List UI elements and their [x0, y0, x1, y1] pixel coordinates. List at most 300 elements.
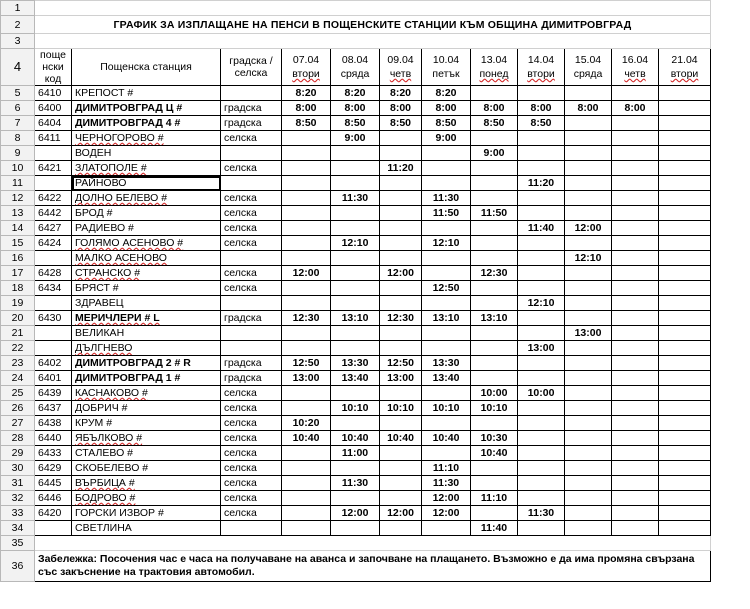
time-cell[interactable]: 13:00 [518, 341, 565, 356]
time-cell[interactable]: 11:10 [471, 491, 518, 506]
time-cell[interactable] [659, 506, 711, 521]
time-cell[interactable] [422, 296, 471, 311]
time-cell[interactable] [565, 311, 612, 326]
time-cell[interactable] [612, 416, 659, 431]
row-number[interactable]: 8 [1, 131, 35, 146]
type-cell[interactable] [221, 521, 282, 536]
time-cell[interactable]: 11:00 [331, 446, 380, 461]
postal-code-cell[interactable] [35, 251, 72, 266]
time-cell[interactable] [380, 416, 422, 431]
type-cell[interactable]: градска [221, 116, 282, 131]
time-cell[interactable] [612, 461, 659, 476]
postal-code-cell[interactable]: 6422 [35, 191, 72, 206]
time-cell[interactable] [282, 161, 331, 176]
time-cell[interactable] [331, 266, 380, 281]
time-cell[interactable]: 13:10 [471, 311, 518, 326]
time-cell[interactable] [380, 251, 422, 266]
time-cell[interactable] [422, 521, 471, 536]
time-cell[interactable] [659, 101, 711, 116]
type-cell[interactable]: градска [221, 101, 282, 116]
row-number[interactable]: 29 [1, 446, 35, 461]
time-cell[interactable] [331, 206, 380, 221]
postal-code-cell[interactable]: 6410 [35, 86, 72, 101]
time-cell[interactable]: 10:10 [380, 401, 422, 416]
time-cell[interactable] [659, 251, 711, 266]
time-cell[interactable] [659, 236, 711, 251]
type-cell[interactable]: селска [221, 221, 282, 236]
time-cell[interactable] [380, 491, 422, 506]
postal-code-cell[interactable] [35, 296, 72, 311]
type-cell[interactable]: селска [221, 476, 282, 491]
station-cell[interactable] [72, 101, 221, 116]
time-cell[interactable] [612, 146, 659, 161]
time-cell[interactable]: 8:20 [331, 86, 380, 101]
station-cell[interactable] [72, 311, 221, 326]
row-number[interactable]: 21 [1, 326, 35, 341]
time-cell[interactable] [565, 521, 612, 536]
time-cell[interactable] [282, 386, 331, 401]
postal-code-cell[interactable]: 6438 [35, 416, 72, 431]
type-cell[interactable]: селска [221, 161, 282, 176]
time-cell[interactable] [282, 401, 331, 416]
time-cell[interactable]: 11:40 [518, 221, 565, 236]
type-cell[interactable]: селска [221, 401, 282, 416]
time-cell[interactable] [565, 356, 612, 371]
time-cell[interactable]: 10:40 [331, 431, 380, 446]
time-cell[interactable] [380, 281, 422, 296]
time-cell[interactable] [518, 416, 565, 431]
time-cell[interactable]: 12:10 [422, 236, 471, 251]
time-cell[interactable] [471, 416, 518, 431]
station-cell[interactable] [72, 446, 221, 461]
station-cell[interactable] [72, 236, 221, 251]
time-cell[interactable] [282, 146, 331, 161]
postal-code-cell[interactable]: 6445 [35, 476, 72, 491]
time-cell[interactable] [331, 341, 380, 356]
postal-code-cell[interactable]: 6428 [35, 266, 72, 281]
header-type[interactable] [221, 49, 282, 86]
time-cell[interactable] [331, 176, 380, 191]
time-cell[interactable] [659, 311, 711, 326]
time-cell[interactable] [659, 431, 711, 446]
time-cell[interactable] [612, 116, 659, 131]
station-cell[interactable] [72, 176, 221, 191]
time-cell[interactable]: 12:10 [565, 251, 612, 266]
time-cell[interactable]: 11:30 [422, 476, 471, 491]
time-cell[interactable] [282, 326, 331, 341]
station-cell[interactable] [72, 191, 221, 206]
time-cell[interactable]: 13:00 [380, 371, 422, 386]
station-cell[interactable] [72, 221, 221, 236]
type-cell[interactable] [221, 341, 282, 356]
station-cell[interactable] [72, 296, 221, 311]
time-cell[interactable]: 12:00 [422, 506, 471, 521]
time-cell[interactable] [471, 251, 518, 266]
time-cell[interactable] [422, 146, 471, 161]
time-cell[interactable] [422, 176, 471, 191]
time-cell[interactable]: 12:00 [282, 266, 331, 281]
time-cell[interactable] [282, 176, 331, 191]
postal-code-cell[interactable]: 6440 [35, 431, 72, 446]
time-cell[interactable]: 12:30 [380, 311, 422, 326]
station-cell[interactable] [72, 491, 221, 506]
time-cell[interactable] [612, 266, 659, 281]
time-cell[interactable] [380, 221, 422, 236]
time-cell[interactable]: 10:10 [471, 401, 518, 416]
station-cell[interactable] [72, 371, 221, 386]
time-cell[interactable] [612, 176, 659, 191]
time-cell[interactable] [471, 356, 518, 371]
type-cell[interactable]: селска [221, 446, 282, 461]
row-number[interactable]: 11 [1, 176, 35, 191]
time-cell[interactable]: 8:00 [380, 101, 422, 116]
time-cell[interactable] [612, 341, 659, 356]
type-cell[interactable] [221, 86, 282, 101]
type-cell[interactable] [221, 251, 282, 266]
time-cell[interactable]: 12:00 [565, 221, 612, 236]
time-cell[interactable] [565, 446, 612, 461]
time-cell[interactable]: 11:50 [422, 206, 471, 221]
time-cell[interactable] [422, 251, 471, 266]
time-cell[interactable] [380, 446, 422, 461]
time-cell[interactable] [518, 131, 565, 146]
postal-code-cell[interactable]: 6411 [35, 131, 72, 146]
station-cell[interactable] [72, 161, 221, 176]
time-cell[interactable] [518, 86, 565, 101]
time-cell[interactable] [422, 446, 471, 461]
time-cell[interactable] [282, 236, 331, 251]
time-cell[interactable] [471, 341, 518, 356]
time-cell[interactable] [659, 281, 711, 296]
time-cell[interactable] [471, 296, 518, 311]
row-number[interactable]: 28 [1, 431, 35, 446]
time-cell[interactable] [518, 146, 565, 161]
station-cell[interactable] [72, 461, 221, 476]
time-cell[interactable] [565, 386, 612, 401]
time-cell[interactable] [380, 146, 422, 161]
row-number[interactable]: 27 [1, 416, 35, 431]
station-cell[interactable] [72, 356, 221, 371]
type-cell[interactable]: селска [221, 206, 282, 221]
time-cell[interactable] [612, 356, 659, 371]
time-cell[interactable]: 12:30 [471, 266, 518, 281]
time-cell[interactable] [518, 236, 565, 251]
station-cell[interactable] [72, 431, 221, 446]
type-cell[interactable]: селска [221, 416, 282, 431]
time-cell[interactable] [331, 416, 380, 431]
time-cell[interactable]: 11:50 [471, 206, 518, 221]
time-cell[interactable]: 11:30 [518, 506, 565, 521]
time-cell[interactable] [659, 206, 711, 221]
time-cell[interactable] [659, 491, 711, 506]
time-cell[interactable] [612, 371, 659, 386]
postal-code-cell[interactable]: 6439 [35, 386, 72, 401]
time-cell[interactable] [282, 521, 331, 536]
header-date-1[interactable] [282, 49, 331, 86]
time-cell[interactable] [659, 266, 711, 281]
header-date-3[interactable] [380, 49, 422, 86]
time-cell[interactable]: 12:50 [282, 356, 331, 371]
row-number[interactable]: 32 [1, 491, 35, 506]
type-cell[interactable]: селска [221, 281, 282, 296]
type-cell[interactable] [221, 326, 282, 341]
postal-code-cell[interactable] [35, 146, 72, 161]
postal-code-cell[interactable]: 6420 [35, 506, 72, 521]
time-cell[interactable]: 10:40 [380, 431, 422, 446]
station-cell[interactable] [72, 116, 221, 131]
station-cell[interactable] [72, 476, 221, 491]
time-cell[interactable] [659, 416, 711, 431]
type-cell[interactable]: градска [221, 311, 282, 326]
time-cell[interactable] [565, 296, 612, 311]
time-cell[interactable] [422, 341, 471, 356]
time-cell[interactable]: 8:20 [422, 86, 471, 101]
type-cell[interactable]: селска [221, 431, 282, 446]
time-cell[interactable] [612, 521, 659, 536]
header-date-7[interactable] [565, 49, 612, 86]
header-postal-code[interactable] [35, 49, 72, 86]
time-cell[interactable] [659, 521, 711, 536]
time-cell[interactable]: 10:40 [282, 431, 331, 446]
time-cell[interactable] [659, 191, 711, 206]
time-cell[interactable] [471, 161, 518, 176]
station-cell[interactable] [72, 401, 221, 416]
postal-code-cell[interactable] [35, 341, 72, 356]
time-cell[interactable] [331, 281, 380, 296]
time-cell[interactable]: 8:00 [331, 101, 380, 116]
time-cell[interactable] [380, 341, 422, 356]
row-number[interactable]: 30 [1, 461, 35, 476]
time-cell[interactable]: 12:00 [380, 506, 422, 521]
time-cell[interactable] [282, 506, 331, 521]
time-cell[interactable]: 13:10 [422, 311, 471, 326]
postal-code-cell[interactable] [35, 176, 72, 191]
header-date-4[interactable] [422, 49, 471, 86]
station-cell[interactable] [72, 416, 221, 431]
row-number[interactable]: 34 [1, 521, 35, 536]
station-cell[interactable] [72, 506, 221, 521]
time-cell[interactable] [331, 326, 380, 341]
time-cell[interactable]: 8:50 [282, 116, 331, 131]
footnote[interactable]: Забележка: Посочения час е часа на получаване на аванса и започване на плащането. Възможно е да има промяна свързана със закъснение на трактовия автомобил. [35, 551, 711, 582]
time-cell[interactable] [282, 476, 331, 491]
station-cell[interactable] [72, 341, 221, 356]
time-cell[interactable] [565, 281, 612, 296]
time-cell[interactable] [612, 251, 659, 266]
time-cell[interactable] [331, 296, 380, 311]
time-cell[interactable] [612, 221, 659, 236]
time-cell[interactable]: 10:30 [471, 431, 518, 446]
time-cell[interactable] [380, 296, 422, 311]
time-cell[interactable] [659, 446, 711, 461]
time-cell[interactable] [331, 521, 380, 536]
time-cell[interactable] [331, 146, 380, 161]
time-cell[interactable]: 13:30 [422, 356, 471, 371]
postal-code-cell[interactable]: 6424 [35, 236, 72, 251]
time-cell[interactable] [659, 371, 711, 386]
row-number[interactable]: 4 [1, 49, 35, 86]
time-cell[interactable]: 9:00 [331, 131, 380, 146]
type-cell[interactable]: селска [221, 191, 282, 206]
type-cell[interactable]: селска [221, 491, 282, 506]
time-cell[interactable] [380, 236, 422, 251]
time-cell[interactable]: 10:00 [471, 386, 518, 401]
station-cell[interactable] [72, 86, 221, 101]
time-cell[interactable] [565, 341, 612, 356]
row-number[interactable]: 26 [1, 401, 35, 416]
time-cell[interactable] [471, 476, 518, 491]
time-cell[interactable] [612, 161, 659, 176]
time-cell[interactable] [471, 506, 518, 521]
time-cell[interactable] [518, 326, 565, 341]
time-cell[interactable]: 9:00 [422, 131, 471, 146]
header-station[interactable]: Пощенска станция [72, 49, 221, 86]
time-cell[interactable] [518, 206, 565, 221]
row-number[interactable]: 23 [1, 356, 35, 371]
time-cell[interactable]: 13:40 [331, 371, 380, 386]
postal-code-cell[interactable]: 6421 [35, 161, 72, 176]
time-cell[interactable] [612, 281, 659, 296]
time-cell[interactable] [282, 491, 331, 506]
time-cell[interactable] [422, 161, 471, 176]
time-cell[interactable]: 8:00 [471, 101, 518, 116]
time-cell[interactable] [380, 476, 422, 491]
type-cell[interactable]: селска [221, 461, 282, 476]
time-cell[interactable]: 11:20 [518, 176, 565, 191]
station-cell[interactable] [72, 206, 221, 221]
time-cell[interactable]: 9:00 [471, 146, 518, 161]
time-cell[interactable] [282, 191, 331, 206]
row-number[interactable]: 18 [1, 281, 35, 296]
time-cell[interactable] [565, 476, 612, 491]
time-cell[interactable] [422, 416, 471, 431]
time-cell[interactable] [659, 221, 711, 236]
time-cell[interactable] [380, 191, 422, 206]
row-number[interactable]: 22 [1, 341, 35, 356]
time-cell[interactable] [612, 506, 659, 521]
time-cell[interactable]: 11:30 [422, 191, 471, 206]
time-cell[interactable] [282, 251, 331, 266]
time-cell[interactable] [565, 236, 612, 251]
row-number[interactable]: 25 [1, 386, 35, 401]
time-cell[interactable] [659, 296, 711, 311]
time-cell[interactable] [612, 86, 659, 101]
sheet-title[interactable]: ГРАФИК ЗА ИЗПЛАЩАНЕ НА ПЕНСИ В ПОЩЕНСКИТЕ СТАНЦИИ КЪМ ОБЩИНА ДИМИТРОВГРАД [35, 16, 711, 34]
row-number[interactable]: 6 [1, 101, 35, 116]
row-number[interactable]: 20 [1, 311, 35, 326]
time-cell[interactable] [471, 191, 518, 206]
row-number[interactable]: 2 [1, 16, 35, 34]
time-cell[interactable] [331, 491, 380, 506]
time-cell[interactable] [380, 461, 422, 476]
type-cell[interactable] [221, 146, 282, 161]
time-cell[interactable] [380, 521, 422, 536]
row-number[interactable]: 35 [1, 536, 35, 551]
time-cell[interactable]: 8:50 [331, 116, 380, 131]
time-cell[interactable]: 13:00 [282, 371, 331, 386]
type-cell[interactable]: селска [221, 266, 282, 281]
time-cell[interactable] [612, 311, 659, 326]
time-cell[interactable]: 11:40 [471, 521, 518, 536]
time-cell[interactable] [612, 131, 659, 146]
time-cell[interactable] [565, 416, 612, 431]
time-cell[interactable]: 11:30 [331, 191, 380, 206]
station-cell[interactable] [72, 281, 221, 296]
type-cell[interactable]: селска [221, 236, 282, 251]
header-date-9[interactable] [659, 49, 711, 86]
time-cell[interactable] [659, 401, 711, 416]
time-cell[interactable]: 12:50 [380, 356, 422, 371]
time-cell[interactable] [331, 251, 380, 266]
time-cell[interactable] [331, 161, 380, 176]
time-cell[interactable] [659, 86, 711, 101]
row-number[interactable]: 10 [1, 161, 35, 176]
time-cell[interactable]: 10:40 [422, 431, 471, 446]
time-cell[interactable] [471, 131, 518, 146]
time-cell[interactable] [471, 326, 518, 341]
postal-code-cell[interactable]: 6402 [35, 356, 72, 371]
time-cell[interactable] [612, 431, 659, 446]
time-cell[interactable]: 12:00 [422, 491, 471, 506]
empty-cell[interactable] [35, 536, 711, 551]
time-cell[interactable] [565, 461, 612, 476]
time-cell[interactable] [565, 161, 612, 176]
row-number[interactable]: 12 [1, 191, 35, 206]
postal-code-cell[interactable]: 6404 [35, 116, 72, 131]
time-cell[interactable] [612, 491, 659, 506]
time-cell[interactable]: 10:00 [518, 386, 565, 401]
time-cell[interactable] [565, 371, 612, 386]
time-cell[interactable] [659, 386, 711, 401]
time-cell[interactable]: 11:30 [331, 476, 380, 491]
time-cell[interactable] [380, 131, 422, 146]
time-cell[interactable] [565, 176, 612, 191]
time-cell[interactable] [518, 281, 565, 296]
time-cell[interactable] [565, 116, 612, 131]
time-cell[interactable] [612, 401, 659, 416]
row-number[interactable]: 3 [1, 34, 35, 49]
time-cell[interactable] [565, 491, 612, 506]
time-cell[interactable]: 10:20 [282, 416, 331, 431]
time-cell[interactable] [471, 86, 518, 101]
station-cell[interactable] [72, 266, 221, 281]
postal-code-cell[interactable]: 6429 [35, 461, 72, 476]
header-date-5[interactable] [471, 49, 518, 86]
time-cell[interactable] [282, 446, 331, 461]
time-cell[interactable] [518, 371, 565, 386]
postal-code-cell[interactable] [35, 326, 72, 341]
time-cell[interactable] [282, 296, 331, 311]
time-cell[interactable] [518, 191, 565, 206]
time-cell[interactable] [565, 191, 612, 206]
row-number[interactable]: 9 [1, 146, 35, 161]
time-cell[interactable] [565, 86, 612, 101]
station-cell[interactable] [72, 251, 221, 266]
time-cell[interactable]: 8:00 [612, 101, 659, 116]
time-cell[interactable] [659, 131, 711, 146]
type-cell[interactable] [221, 176, 282, 191]
time-cell[interactable] [282, 341, 331, 356]
postal-code-cell[interactable]: 6446 [35, 491, 72, 506]
time-cell[interactable] [659, 341, 711, 356]
header-date-6[interactable] [518, 49, 565, 86]
time-cell[interactable]: 13:30 [331, 356, 380, 371]
time-cell[interactable] [659, 161, 711, 176]
time-cell[interactable] [422, 266, 471, 281]
time-cell[interactable] [612, 296, 659, 311]
time-cell[interactable] [612, 236, 659, 251]
time-cell[interactable]: 12:30 [282, 311, 331, 326]
